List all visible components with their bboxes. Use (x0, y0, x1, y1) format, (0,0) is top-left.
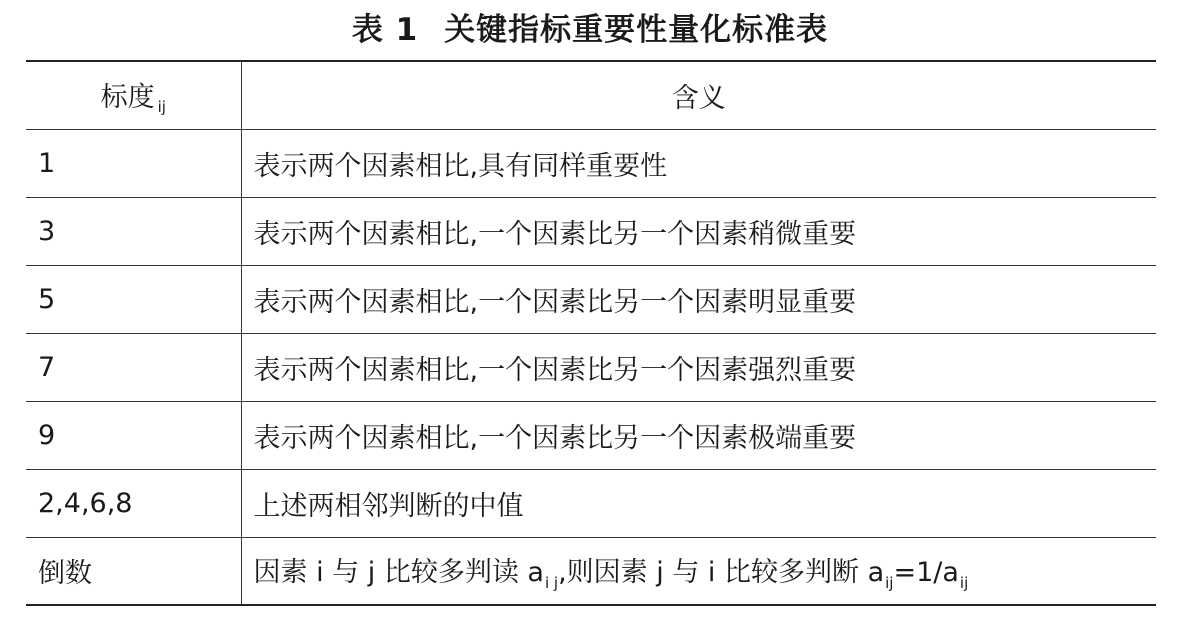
table-row (26, 401, 1156, 469)
meaning-cell: 表示两个因素相比,一个因素比另一个因素明显重要 (241, 265, 1156, 333)
reciprocal-subscript-1: i j (544, 573, 559, 592)
reciprocal-text-part3: =1/a (893, 556, 959, 588)
table-row (26, 333, 1156, 401)
table-row-reciprocal (26, 537, 1156, 605)
meaning-cell-reciprocal (241, 537, 1156, 605)
header-meaning: 含义 (241, 61, 1156, 129)
scale-cell: 3 (26, 197, 241, 265)
reciprocal-subscript-3: ij (959, 573, 969, 592)
reciprocal-text-part2: ,则因素 j 与 i 比较多判断 a (558, 556, 885, 588)
reciprocal-subscript-2: ij (885, 573, 894, 592)
table-caption (0, 8, 1180, 52)
scale-cell: 7 (26, 333, 241, 401)
reciprocal-text-part1: 因素 i 与 j 比较多判读 a (253, 556, 544, 588)
header-scale (26, 61, 241, 129)
header-scale-subscript: ij (157, 97, 166, 116)
meaning-cell: 表示两个因素相比,具有同样重要性 (241, 129, 1156, 197)
scale-cell: 9 (26, 401, 241, 469)
caption-number: 表 1 (351, 12, 419, 48)
table-header-row (26, 61, 1156, 129)
meaning-cell: 上述两相邻判断的中值 (241, 469, 1156, 537)
meaning-cell: 表示两个因素相比,一个因素比另一个因素强烈重要 (241, 333, 1156, 401)
meaning-cell: 表示两个因素相比,一个因素比另一个因素极端重要 (241, 401, 1156, 469)
scale-definition-table (26, 60, 1156, 606)
scale-cell: 倒数 (26, 537, 241, 605)
meaning-cell: 表示两个因素相比,一个因素比另一个因素稍微重要 (241, 197, 1156, 265)
scale-cell: 2,4,6,8 (26, 469, 241, 537)
table-row (26, 129, 1156, 197)
table-row (26, 265, 1156, 333)
scale-cell: 5 (26, 265, 241, 333)
header-scale-label: 标度 (100, 81, 155, 113)
scale-cell: 1 (26, 129, 241, 197)
table-row (26, 197, 1156, 265)
table-row (26, 469, 1156, 537)
caption-title: 关键指标重要性量化标准表 (444, 12, 829, 48)
